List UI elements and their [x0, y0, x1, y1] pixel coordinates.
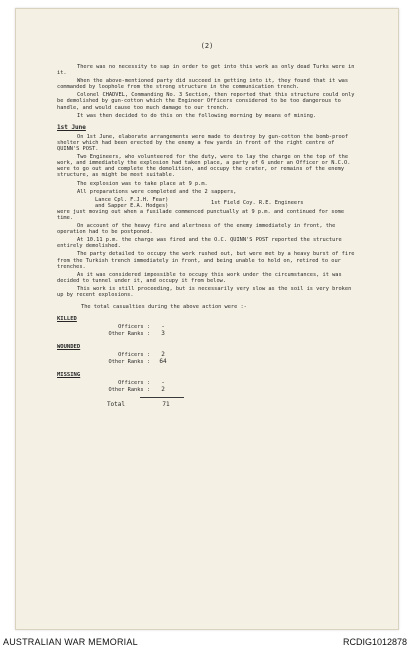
date-heading: 1st June: [57, 123, 86, 131]
paragraph: were just moving out when a fusilade commenced punctually at 9 p.m. and continued for some time.: [57, 208, 345, 221]
casualty-value: 3: [161, 330, 165, 338]
casualty-group-killed: [57, 316, 357, 338]
casualty-row: [57, 359, 357, 366]
total-value: 71: [162, 401, 170, 409]
paragraph: At 10.11 p.m. the charge was fired and the O.C. QUINN'S POST reported the structure entirely demolished.: [57, 237, 342, 250]
total-row: [57, 402, 357, 408]
paragraph: The explosion was to take place at 9 p.m.: [77, 180, 208, 187]
sapper-line-2: and Sapper E.A. Hodges): [95, 202, 169, 209]
casualty-label: Other Ranks :: [108, 387, 150, 394]
paragraph: There was no necessity to sap in order to get into this work as only dead Turks were in it.: [57, 64, 355, 77]
page-number: (2): [200, 42, 214, 50]
sapper-unit: 1st Field Coy. R.E. Engineers: [211, 199, 304, 206]
casualty-row: [57, 331, 357, 338]
sapper-line-1: Lance Cpl. F.J.H. Fear): [95, 196, 169, 203]
document-page: [15, 8, 399, 630]
paragraph: This work is still proceeding, but is necessarily very slow as the soil is very broken up by recent explosions.: [57, 285, 352, 298]
totals-intro: The total casualties during the above action were :-: [81, 304, 247, 311]
casualty-heading: MISSING: [57, 372, 81, 379]
casualty-heading: WOUNDED: [57, 344, 81, 351]
casualty-label: Other Ranks :: [108, 331, 150, 338]
casualty-label: Officers :: [118, 380, 150, 387]
casualty-value: -: [161, 379, 165, 387]
paragraph: Colonel CHADVEL, Commanding No. 3 Section, then reported that this structure could only be demolished by gun-cotton which the Engineer Officers considered to be too dangerous to handle, and would cause too much damage to our trench.: [57, 92, 355, 111]
casualty-value: 64: [159, 358, 167, 366]
paragraph: All preparations were completed and the 2 sappers,: [77, 188, 237, 195]
sapper-names: [57, 197, 357, 209]
paragraph: On account of the heavy fire and alertness of the enemy immediately in front, the operation had to be postponed.: [57, 223, 336, 236]
archive-footer: [0, 632, 412, 653]
casualty-group-wounded: [57, 344, 357, 366]
paragraph: As it was considered impossible to occupy this work under the circumstances, it was decided to tunnel under it, and occupy it from below.: [57, 271, 342, 284]
record-id: RCDIG1012878: [342, 637, 407, 647]
document-body: [57, 64, 357, 409]
casualty-value: -: [161, 323, 165, 331]
casualty-row: [57, 352, 357, 359]
archive-name: AUSTRALIAN WAR MEMORIAL: [3, 637, 138, 647]
paragraph: It was then decided to do this on the following morning by means of mining.: [77, 112, 317, 119]
casualty-value: 2: [161, 351, 165, 359]
paragraph: When the above-mentioned party did succeed in getting into it, they found that it was commanded by loophole from the strong structure in the communication trench.: [57, 78, 349, 91]
paragraph: The party detailed to occupy the work rushed out, but were met by a heavy burst of fire from the Turkish trench immediately in front, and being unable to hold on, retired to our trenches.: [57, 251, 355, 270]
casualty-group-missing: [57, 372, 357, 394]
casualty-heading: KILLED: [57, 316, 77, 323]
casualty-row: [57, 380, 357, 387]
casualty-label: Officers :: [118, 324, 150, 331]
casualty-row: [57, 387, 357, 394]
total-rule: [140, 397, 184, 398]
casualty-value: 2: [161, 386, 165, 394]
total-label: Total: [106, 401, 125, 409]
casualty-label: Officers :: [118, 352, 150, 359]
casualty-label: Other Ranks :: [108, 359, 150, 366]
paragraph: On 1st June, elaborate arrangements were made to destroy by gun-cotton the bomb-proof shelter which had been erected by the enemy a few yards in front of the right centre of QUINN'S POST.: [57, 133, 349, 153]
paragraph: Two Engineers, who volunteered for the duty, were to lay the charge on the top of the work, and immediately the explosion had taken place, a party of 6 under an Officer or N.C.O. were to go out and complete the demolition, and occupy the crater, or remains of the enemy structure, as might be most suitable.: [57, 154, 351, 179]
casualty-row: [57, 324, 357, 331]
